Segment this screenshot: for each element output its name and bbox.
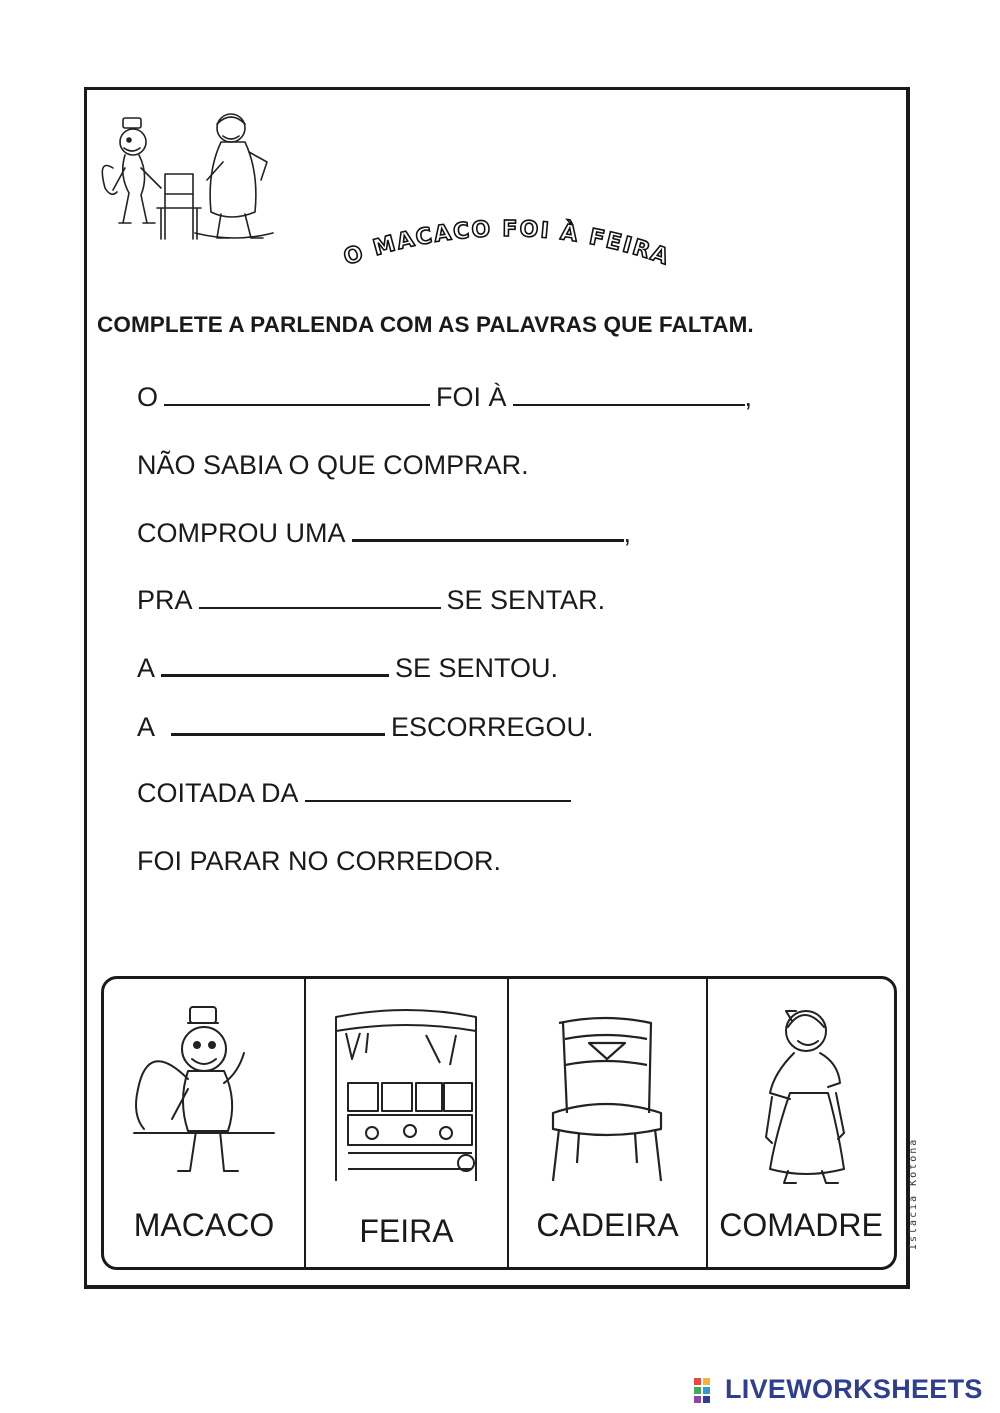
word-label[interactable]: COMADRE	[719, 1207, 883, 1243]
verse-text: ,	[744, 382, 753, 412]
verse-text: COITADA DA	[137, 778, 299, 808]
answer-blank[interactable]	[161, 652, 389, 677]
word-label[interactable]: MACACO	[133, 1207, 275, 1243]
chair-icon	[509, 993, 709, 1193]
verse-text: SE SENTOU.	[395, 653, 559, 683]
side-credit: Islacia Kotona	[908, 1137, 919, 1250]
word-card-cadeira	[509, 979, 708, 1267]
verse-text: ,	[623, 518, 632, 548]
verse-text: PRA	[137, 585, 193, 615]
verse-text: O	[137, 382, 159, 412]
svg-text:O MACACO FOI À FEIRA	[341, 217, 674, 271]
verse-text: A	[137, 653, 156, 683]
answer-blank[interactable]	[164, 382, 430, 406]
word-card-comadre	[708, 979, 894, 1267]
word-bank	[101, 976, 897, 1270]
verse-line-2	[137, 450, 529, 481]
answer-blank[interactable]	[352, 517, 624, 542]
market-stall-icon	[306, 993, 506, 1193]
answer-blank[interactable]	[513, 382, 745, 406]
word-card-macaco	[104, 979, 306, 1267]
monkey-and-woman-illustration	[95, 98, 275, 248]
verse-text: FOI À	[436, 382, 507, 412]
verse-line-8	[137, 846, 501, 877]
verse-line-3	[137, 517, 631, 549]
answer-blank[interactable]	[305, 778, 571, 802]
verse-line-6	[137, 711, 594, 743]
page-title: O MACACO FOI À FEIRA	[340, 216, 674, 271]
verse-text: NÃO SABIA O QUE COMPRAR.	[137, 450, 529, 480]
answer-blank[interactable]	[171, 711, 385, 736]
liveworksheets-brand[interactable]	[692, 1374, 983, 1405]
verse-text: SE SENTAR.	[446, 585, 606, 615]
word-label[interactable]: FEIRA	[359, 1213, 454, 1249]
verse-line-1	[137, 382, 752, 413]
answer-blank[interactable]	[199, 585, 441, 609]
brand-text: LIVEWORKSHEETS	[725, 1374, 983, 1404]
verse-text: COMPROU UMA	[137, 518, 346, 548]
verse-line-5	[137, 652, 558, 684]
instruction: COMPLETE A PARLENDA COM AS PALAVRAS QUE FALTAM.	[97, 312, 754, 337]
word-label[interactable]: CADEIRA	[536, 1207, 679, 1243]
liveworksheets-logo-icon	[692, 1375, 722, 1405]
monkey-icon	[104, 993, 304, 1193]
verse-line-4	[137, 585, 605, 616]
word-card-feira	[306, 979, 509, 1267]
verse-text: A	[137, 712, 156, 742]
verse-line-7	[137, 778, 577, 809]
old-woman-icon	[708, 993, 894, 1193]
verse-text: ESCORREGOU.	[391, 712, 594, 742]
title-lettering	[332, 215, 682, 275]
verse-text: FOI PARAR NO CORREDOR.	[137, 846, 502, 876]
worksheet	[84, 87, 910, 1289]
